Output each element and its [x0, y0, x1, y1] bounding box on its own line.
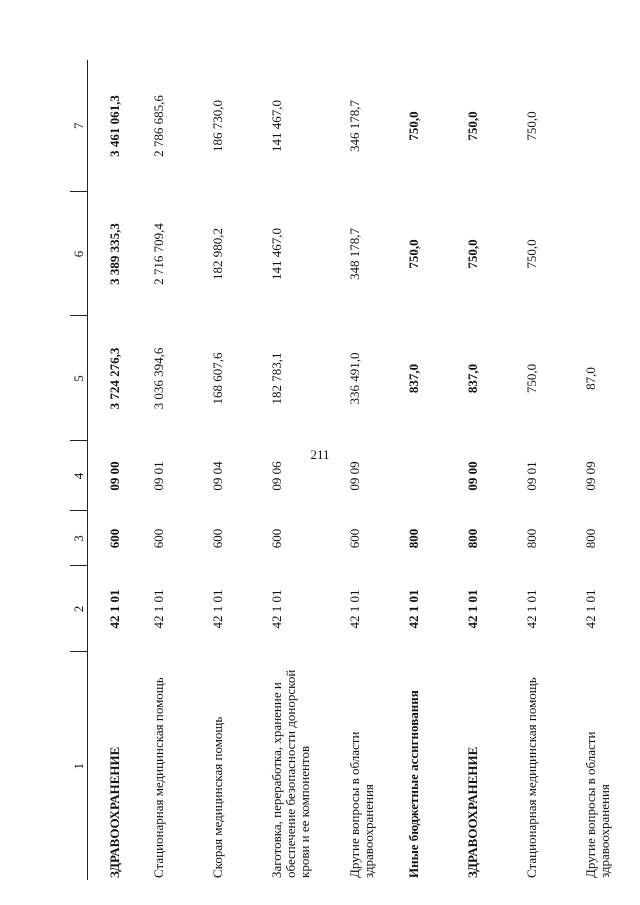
row-name: Иные бюджетные ассигнования: [406, 690, 421, 878]
header-cell-v5: 5: [70, 316, 88, 441]
row-rz: 09 00: [465, 461, 480, 491]
table-row: [521, 60, 580, 880]
row-v6: 750,0: [406, 239, 421, 269]
row-name: Другие вопросы в области здравоохранения: [583, 731, 612, 878]
row-v7: 750,0: [465, 111, 480, 141]
row-rz: 09 04: [210, 461, 225, 491]
row-vr: 800: [406, 528, 421, 549]
row-vr: 800: [524, 528, 539, 549]
header-cell-vr: 3: [70, 511, 88, 566]
row-rz: 09 00: [107, 461, 122, 491]
row-v7: 141 467,0: [269, 100, 284, 152]
row-rz: 09 09: [347, 461, 362, 491]
table-row: [580, 60, 639, 880]
header-cell-v7: 7: [70, 60, 88, 192]
row-v5: 168 607,6: [210, 352, 225, 405]
row-v6: 3 389 335,3: [107, 223, 122, 285]
row-vr: 600: [347, 528, 362, 549]
row-v5: 837,0: [406, 363, 421, 394]
table-row: [403, 60, 462, 880]
row-code: 42 1 01: [465, 589, 480, 629]
header-cell-v6: 6: [70, 192, 88, 316]
row-rz: 09 09: [583, 461, 598, 491]
row-code: 42 1 01: [269, 589, 284, 629]
row-v5: 336 491,0: [347, 352, 362, 405]
row-vr: 800: [465, 528, 480, 549]
row-v5: 3 724 276,3: [107, 347, 122, 410]
row-rz: 09 01: [524, 461, 539, 491]
row-vr: 600: [151, 528, 166, 549]
row-vr: 800: [583, 528, 598, 549]
row-code: 42 1 01: [583, 589, 598, 629]
row-code: 42 1 01: [406, 589, 421, 629]
row-v7: 750,0: [524, 111, 539, 141]
row-code: 42 1 01: [107, 589, 122, 629]
row-v6: 141 467,0: [269, 228, 284, 280]
row-v5: 182 783,1: [269, 352, 284, 405]
table-row: [207, 60, 266, 880]
row-vr: 600: [210, 528, 225, 549]
row-v7: 3 461 061,3: [107, 95, 122, 157]
row-v7: 346 178,7: [347, 100, 362, 152]
row-v7: 186 730,0: [210, 100, 225, 152]
row-code: 42 1 01: [347, 589, 362, 629]
header-row: [70, 60, 88, 880]
row-v5: 87,0: [583, 367, 598, 390]
row-v7: 2 786 685,6: [151, 95, 166, 157]
table-row: [462, 60, 521, 880]
row-v6: 2 716 709,4: [151, 223, 166, 285]
row-v5: 3 036 394,6: [151, 347, 166, 410]
row-name: ЗДРАВООХРАНЕНИЕ: [465, 746, 480, 878]
header-cell-rz: 4: [70, 441, 88, 511]
budget-table-container: [70, 60, 612, 880]
row-name: Стационарная медицинская помощь: [524, 677, 539, 878]
row-v6: 750,0: [465, 239, 480, 269]
row-vr: 600: [107, 528, 122, 549]
row-code: 42 1 01: [210, 589, 225, 629]
row-rz: 09 06: [269, 461, 284, 491]
table-row: [88, 60, 149, 880]
table-row: [344, 60, 403, 880]
row-name: Другие вопросы в области здравоохранения: [347, 731, 376, 878]
row-rz: [403, 441, 462, 511]
header-cell-code: 2: [70, 566, 88, 652]
row-v7: [580, 60, 639, 192]
row-v6: 750,0: [524, 239, 539, 269]
header-cell-name: 1: [70, 652, 88, 880]
row-rz: 09 01: [151, 461, 166, 491]
row-vr: 600: [269, 528, 284, 549]
row-v5: 750,0: [524, 363, 539, 394]
row-v6: [580, 192, 639, 316]
budget-table: [70, 60, 639, 880]
row-v7: 750,0: [406, 111, 421, 141]
row-v5: 837,0: [465, 363, 480, 394]
table-row: [148, 60, 207, 880]
row-v6: 348 178,7: [347, 228, 362, 280]
page-number: 211: [310, 447, 330, 462]
row-name: Скорая медицинская помощь: [210, 716, 225, 878]
row-name: Заготовка, переработка, хранение и обеспечение безопасности донорской крови и ее компонентов: [269, 669, 312, 878]
table-row: [266, 60, 344, 880]
row-v6: 182 980,2: [210, 228, 225, 280]
row-name: Стационарная медицинская помощь: [151, 677, 166, 878]
row-name: ЗДРАВООХРАНЕНИЕ: [107, 746, 122, 878]
row-code: 42 1 01: [151, 589, 166, 629]
row-code: 42 1 01: [524, 589, 539, 629]
